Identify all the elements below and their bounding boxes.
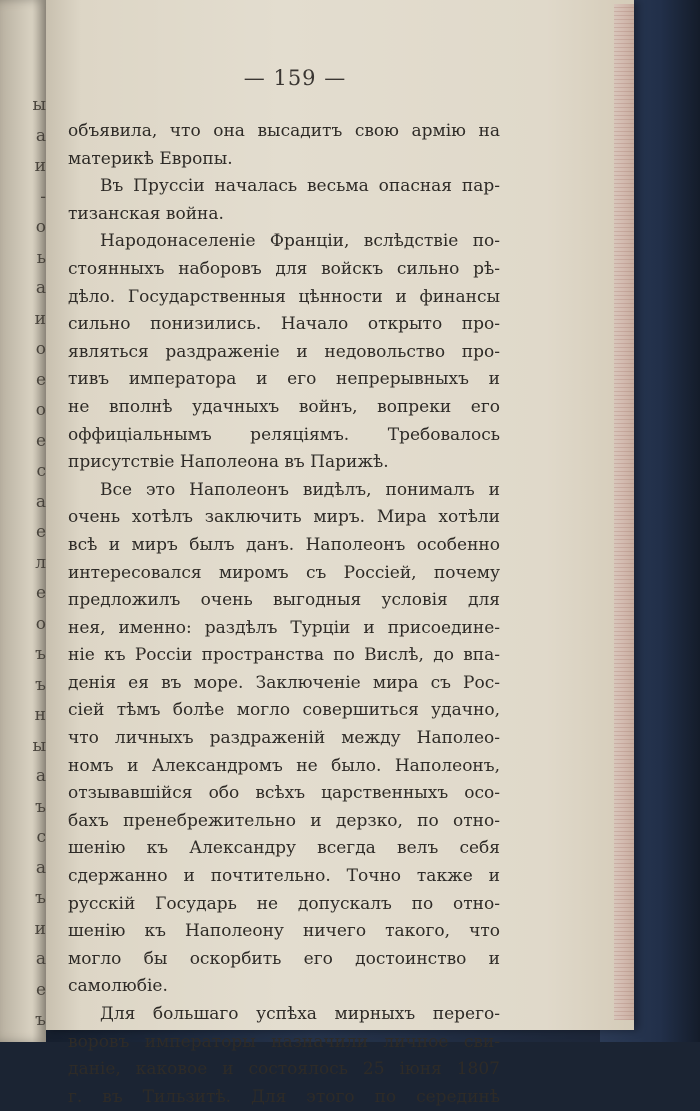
left-page-fragment: с [36, 827, 46, 847]
left-page-fragment: а [35, 491, 46, 512]
left-page-fragment: н [34, 705, 46, 725]
text-line: предложилъ очень выгодныя условія для [68, 590, 500, 611]
text-line: шенію къ Наполеону ничего такого, что [68, 921, 500, 942]
text-line: даніе, каковое и состоялось 25 іюня 1807 [68, 1059, 500, 1080]
left-page-fragment: и [34, 156, 46, 176]
left-page-fragment: и [34, 918, 46, 939]
left-page-fragment: а [35, 766, 46, 786]
left-page-fragment: л [35, 552, 46, 573]
left-page-fragment: а [35, 125, 46, 146]
left-page-fragment: а [35, 857, 46, 878]
text-line: дѣло. Государственныя цѣнности и финансы [68, 286, 500, 307]
text-line: г. въ Тильзитѣ. Для этого по серединѣ [68, 1086, 500, 1107]
page-fore-edge [614, 4, 634, 1020]
left-page-fragment: е [35, 522, 46, 542]
left-page-fragment: - [40, 186, 46, 207]
text-line: всѣ и миръ былъ данъ. Наполеонъ особенно [68, 534, 500, 555]
text-line: самолюбіе. [68, 976, 168, 997]
text-line: интересовался миромъ съ Россіей, почему [68, 562, 500, 583]
left-page-fragment: о [35, 217, 46, 237]
text-line: отзывавшійся обо всѣхъ царственныхъ осо- [68, 783, 500, 804]
page-number: — 159 — [243, 66, 347, 90]
text-line: денія ея въ море. Заключеніе мира съ Рос- [68, 672, 500, 693]
left-page-fragment: е [35, 369, 46, 390]
left-page-fragment: ъ [35, 1010, 46, 1030]
text-line: русскій Государь не допускалъ по отно- [68, 893, 500, 914]
text-line: объявила, что она высадитъ свою армію на [68, 121, 500, 141]
text-line: присутствіе Наполеона въ Парижѣ. [68, 452, 389, 473]
text-line: воровъ императоры назначили личное сви- [68, 1031, 500, 1052]
left-page-fragment: ъ [35, 674, 46, 695]
left-page-fragment: о [35, 339, 46, 359]
text-line: ніе къ Россіи пространства по Вислѣ, до впа- [68, 645, 500, 666]
left-page-fragment: ъ [35, 796, 46, 817]
left-page-fragment: с [36, 461, 46, 481]
left-page-edge [0, 0, 46, 1042]
text-line: Народонаселеніе Франціи, вслѣдствіе по- [100, 231, 500, 252]
left-page-fragment: ъ [35, 888, 46, 908]
left-page-fragment: ы [32, 735, 46, 756]
text-line: стоянныхъ наборовъ для войскъ сильно рѣ- [68, 258, 500, 279]
text-line: материкѣ Европы. [68, 148, 233, 169]
text-line: нея, именно: раздѣлъ Турціи и присоедине- [68, 617, 500, 638]
text-line: сильно понизились. Начало открыто про- [68, 314, 500, 335]
text-line: сіей тѣмъ болѣе могло совершиться удачно, [68, 700, 500, 721]
left-page-fragment: ъ [35, 644, 46, 664]
text-line: могло бы оскорбить его достоинство и [68, 948, 500, 969]
text-line: номъ и Александромъ не было. Наполеонъ, [68, 755, 500, 776]
left-page-fragment: ь [36, 247, 46, 268]
left-page-fragment: и [34, 308, 46, 329]
left-page-fragment: ы [32, 95, 46, 115]
left-page-fragment: а [35, 278, 46, 298]
text-line: оффиціальнымъ реляціямъ. Требовалось [68, 424, 500, 445]
left-page-fragment: е [35, 979, 46, 1000]
text-line: Все это Наполеонъ видѣлъ, понималъ и [100, 479, 500, 500]
text-line: тивъ императора и его непрерывныхъ и [68, 369, 500, 390]
text-line: являться раздраженіе и недовольство про- [68, 341, 500, 362]
text-line: шенію къ Александру всегда велъ себя [68, 838, 500, 859]
left-page-fragment: е [35, 430, 46, 451]
text-line: что личныхъ раздраженій между Наполео- [68, 728, 500, 749]
left-page-fragment: о [35, 613, 46, 634]
text-line: сдержанно и почтительно. Точно также и [68, 866, 500, 887]
text-line: не вполнѣ удачныхъ войнъ, вопреки его [68, 396, 500, 417]
left-page-text-fragments [0, 90, 46, 1036]
text-line: тизанская война. [68, 203, 224, 224]
text-line: очень хотѣлъ заключить миръ. Мира хотѣли [68, 507, 500, 528]
text-line: бахъ пренебрежительно и дерзко, по отно- [68, 810, 500, 831]
text-line: Для большаго успѣха мирныхъ перего- [100, 1004, 500, 1024]
left-page-fragment: о [35, 400, 46, 420]
left-page-fragment: а [35, 949, 46, 969]
left-page-fragment: е [35, 583, 46, 603]
text-line: Въ Пруссіи началась весьма опасная пар- [100, 176, 500, 197]
page-body-text [68, 118, 500, 1111]
